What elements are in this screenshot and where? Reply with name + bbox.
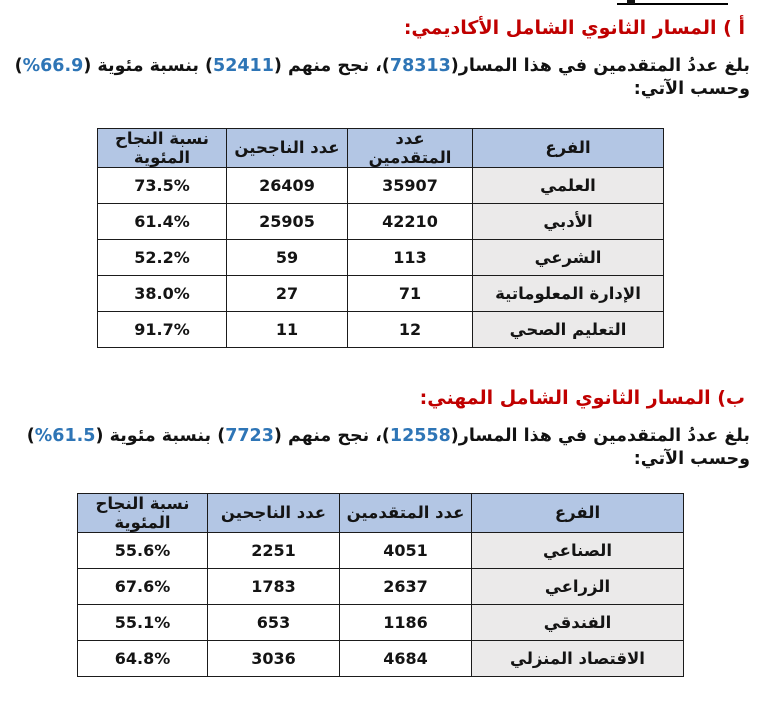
intro-text: ، نجح منهم xyxy=(281,55,382,76)
passed-total xyxy=(217,426,282,446)
applicants-cell: 2637 xyxy=(340,568,472,604)
academic-track-table xyxy=(97,128,664,348)
applicants-cell: 4684 xyxy=(340,640,472,676)
intro-text: وحسب الآتي: xyxy=(633,79,750,100)
applicants-cell: 42210 xyxy=(348,203,473,239)
col-header-applicants: عدد المتقدمين xyxy=(348,128,473,167)
table-row xyxy=(78,640,684,676)
col-header-pass-rate: نسبة النجاح المئوية xyxy=(98,128,227,167)
applicants-number: 12558 xyxy=(389,425,451,446)
table-row xyxy=(98,239,664,275)
table-row xyxy=(98,275,664,311)
table-row xyxy=(78,532,684,568)
intro-text: ، نجح منهم xyxy=(281,425,382,446)
branch-cell: الإدارة المعلوماتية xyxy=(473,275,664,311)
intro-text: بلغ عددُ المتقدمين في هذا المسار xyxy=(458,55,750,76)
intro-text: بنسبة مئوية xyxy=(91,55,206,76)
passed-cell: 653 xyxy=(208,604,340,640)
paren: ) xyxy=(450,425,459,446)
pass-rate-cell: 91.7% xyxy=(98,311,227,347)
paren: ) xyxy=(95,425,104,446)
intro-text: وحسب الآتي: xyxy=(633,449,750,470)
section-a-intro xyxy=(0,42,757,102)
passed-cell: 2251 xyxy=(208,532,340,568)
table-row xyxy=(98,128,664,167)
pass-rate-cell: 55.1% xyxy=(78,604,208,640)
section-b-intro xyxy=(0,412,757,472)
branch-cell: الأدبي xyxy=(473,203,664,239)
table-header-row xyxy=(78,493,684,532)
applicants-total xyxy=(382,426,459,446)
col-header-passed: عدد الناجحين xyxy=(227,128,348,167)
branch-cell: الشرعي xyxy=(473,239,664,275)
col-header-branch: الفرع xyxy=(472,493,684,532)
col-header-branch: الفرع xyxy=(473,128,664,167)
pass-rate-cell: 52.2% xyxy=(98,239,227,275)
passed-cell: 26409 xyxy=(227,167,348,203)
branch-cell: الزراعي xyxy=(472,568,684,604)
cutoff-text-fragment xyxy=(627,0,635,4)
table-row xyxy=(78,568,684,604)
passed-cell: 11 xyxy=(227,311,348,347)
branch-cell: العلمي xyxy=(473,167,664,203)
applicants-number: 78313 xyxy=(389,55,451,76)
passed-cell: 27 xyxy=(227,275,348,311)
pass-rate-cell: 67.6% xyxy=(78,568,208,604)
pass-rate-cell: 73.5% xyxy=(98,167,227,203)
table-header-row xyxy=(98,128,664,167)
applicants-cell: 1186 xyxy=(340,604,472,640)
branch-cell: الاقتصاد المنزلي xyxy=(472,640,684,676)
branch-cell: الفندقي xyxy=(472,604,684,640)
applicants-cell: 113 xyxy=(348,239,473,275)
branch-cell: الصناعي xyxy=(472,532,684,568)
pass-rate-cell: 38.0% xyxy=(98,275,227,311)
intro-text: بلغ عددُ المتقدمين في هذا المسار xyxy=(458,425,750,446)
vocational-track-table xyxy=(77,493,684,677)
percent-number: %61.5 xyxy=(34,425,96,446)
branch-cell: التعليم الصحي xyxy=(473,311,664,347)
paren: ( xyxy=(217,425,226,446)
passed-cell: 1783 xyxy=(208,568,340,604)
applicants-cell: 35907 xyxy=(348,167,473,203)
passed-cell: 25905 xyxy=(227,203,348,239)
table-row xyxy=(78,493,684,532)
paren: ) xyxy=(450,55,459,76)
section-a-heading: أ ) المسار الثانوي الشامل الأكاديمي: xyxy=(403,17,745,39)
applicants-cell: 71 xyxy=(348,275,473,311)
percent-total xyxy=(15,56,92,76)
paren: ( xyxy=(381,425,390,446)
col-header-passed: عدد الناجحين xyxy=(208,493,340,532)
paren: ) xyxy=(83,55,92,76)
pass-rate-cell: 61.4% xyxy=(98,203,227,239)
percent-total xyxy=(27,426,104,446)
passed-cell: 59 xyxy=(227,239,348,275)
paren: ( xyxy=(205,55,214,76)
paren: ) xyxy=(273,55,282,76)
intro-text: بنسبة مئوية xyxy=(103,425,218,446)
applicants-total xyxy=(382,56,459,76)
passed-number: 7723 xyxy=(225,425,274,446)
table-row xyxy=(98,311,664,347)
paren: ) xyxy=(273,425,282,446)
applicants-cell: 12 xyxy=(348,311,473,347)
section-b-heading: ب) المسار الثانوي الشامل المهني: xyxy=(419,386,745,409)
paren: ( xyxy=(14,55,23,76)
table-row xyxy=(78,604,684,640)
paren: ( xyxy=(381,55,390,76)
table-row xyxy=(98,167,664,203)
applicants-cell: 4051 xyxy=(340,532,472,568)
pass-rate-cell: 64.8% xyxy=(78,640,208,676)
table-row xyxy=(98,203,664,239)
col-header-pass-rate: نسبة النجاح المئوية xyxy=(78,493,208,532)
col-header-applicants: عدد المتقدمين xyxy=(340,493,472,532)
percent-number: %66.9 xyxy=(22,55,84,76)
passed-cell: 3036 xyxy=(208,640,340,676)
passed-number: 52411 xyxy=(213,55,274,76)
pass-rate-cell: 55.6% xyxy=(78,532,208,568)
passed-total xyxy=(205,56,282,76)
paren: ( xyxy=(26,425,35,446)
